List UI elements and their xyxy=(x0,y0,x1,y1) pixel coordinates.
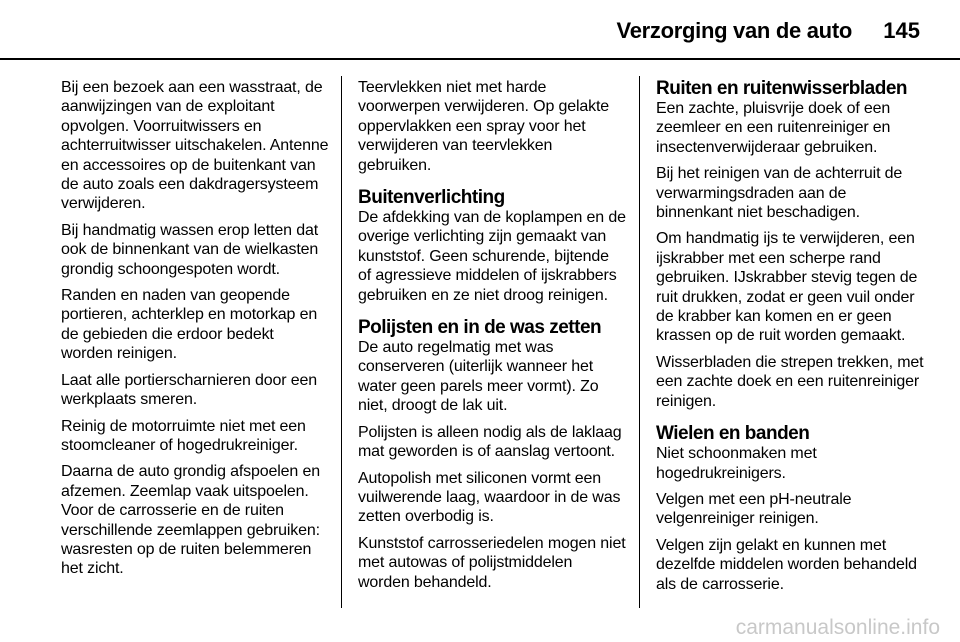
paragraph: Velgen zijn gelakt en kunnen met dezelfde middelen worden behandeld als de carrosserie. xyxy=(656,536,917,593)
paragraph: Niet schoonmaken met hogedrukreinigers. xyxy=(656,445,817,482)
section-heading-wielen: Wielen en banden xyxy=(656,423,810,445)
paragraph: Teervlekken niet met harde voorwerpen verwijderen. Op gelakte oppervlakken een spray voor het verwijderen van teervlekken gebruiken. xyxy=(358,79,610,174)
page-header xyxy=(0,0,960,58)
paragraph: Daarna de auto grondig afspoelen en afzemen. Zeemlap vaak uitspoelen. Voor de carrosserie en de ruiten verschillende zeemlappen gebruiken: wasresten op de ruiten belemmeren het zicht. xyxy=(61,463,320,578)
paragraph: Reinig de motorruimte niet met een stoomcleaner of hogedrukreiniger. xyxy=(61,417,306,454)
paragraph: Velgen met een pH-neutrale velgenreiniger reinigen. xyxy=(656,490,852,528)
paragraph: Bij het reinigen van de achterruit de verwarmingsdraden aan de binnenkant niet beschadigen. xyxy=(656,165,903,222)
paragraph: Autopolish met siliconen vormt een vuilwerende laag, waardoor in de was zetten overbodig is. xyxy=(358,469,621,526)
text-column-1 xyxy=(61,78,329,586)
paragraph: De afdekking van de koplampen en de overige verlichting zijn gemaakt van kunststof. Geen schurende, bijtende of agressieve middelen of ijskrabbers gebruiken en ze niet droog reinigen. xyxy=(358,209,626,304)
page-number: 145 xyxy=(883,18,920,43)
paragraph: Polijsten is alleen nodig als de laklaag mat geworden is of aanslag vertoont. xyxy=(358,423,622,461)
section-heading-polijsten: Polijsten en in de was zetten xyxy=(358,317,602,339)
text-column-2 xyxy=(358,78,626,599)
paragraph: Bij een bezoek aan een wasstraat, de aanwijzingen van de exploitant opvolgen. Voorruitwissers en achterruitwisser uitschakelen. Antenne en accessoires op de buitenkant van de auto zoals een dakdragersysteem verwijderen. xyxy=(61,79,329,213)
watermark: carmanualsonline.info xyxy=(735,616,940,639)
paragraph: Een zachte, pluisvrije doek of een zeemleer en een ruitenreiniger en insectenverwijderaar gebruiken. xyxy=(656,100,891,156)
paragraph: Randen en naden van geopende portieren, achterklep en motorkap en de gebieden die erdoor bedekt worden reinigen. xyxy=(61,287,318,363)
text-column-3 xyxy=(656,78,924,601)
paragraph: Laat alle portierscharnieren door een werkplaats smeren. xyxy=(61,371,317,409)
page-title: Verzorging van de auto xyxy=(616,18,852,43)
paragraph: Om handmatig ijs te verwijderen, een ijskrabber met een scherpe rand gebruiken. IJskrabber stevig tegen de ruit drukken, zodat er geen vuil onder de krabber kan komen en er geen krassen op de ruit worden gemaakt. xyxy=(656,230,918,345)
section-heading-ruiten: Ruiten en ruitenwisserbladen xyxy=(656,78,907,99)
column-divider-left xyxy=(341,76,342,608)
section-heading-buitenverlichting: Buitenverlichting xyxy=(358,187,505,209)
column-divider-right xyxy=(639,76,640,608)
paragraph: Wisserbladen die strepen trekken, met een zachte doek en een ruitenreiniger reinigen. xyxy=(656,353,924,410)
paragraph: Kunststof carrosseriedelen mogen niet met autowas of polijstmiddelen worden behandeld. xyxy=(358,534,626,591)
paragraph: Bij handmatig wassen erop letten dat ook de binnenkant van de wielkasten grondig schoongespoten wordt. xyxy=(61,221,319,278)
paragraph: De auto regelmatig met was conserveren (uiterlijk wanneer het water geen parels meer vormt). Zo niet, droogt de lak uit. xyxy=(358,339,599,415)
header-rule xyxy=(0,58,960,60)
